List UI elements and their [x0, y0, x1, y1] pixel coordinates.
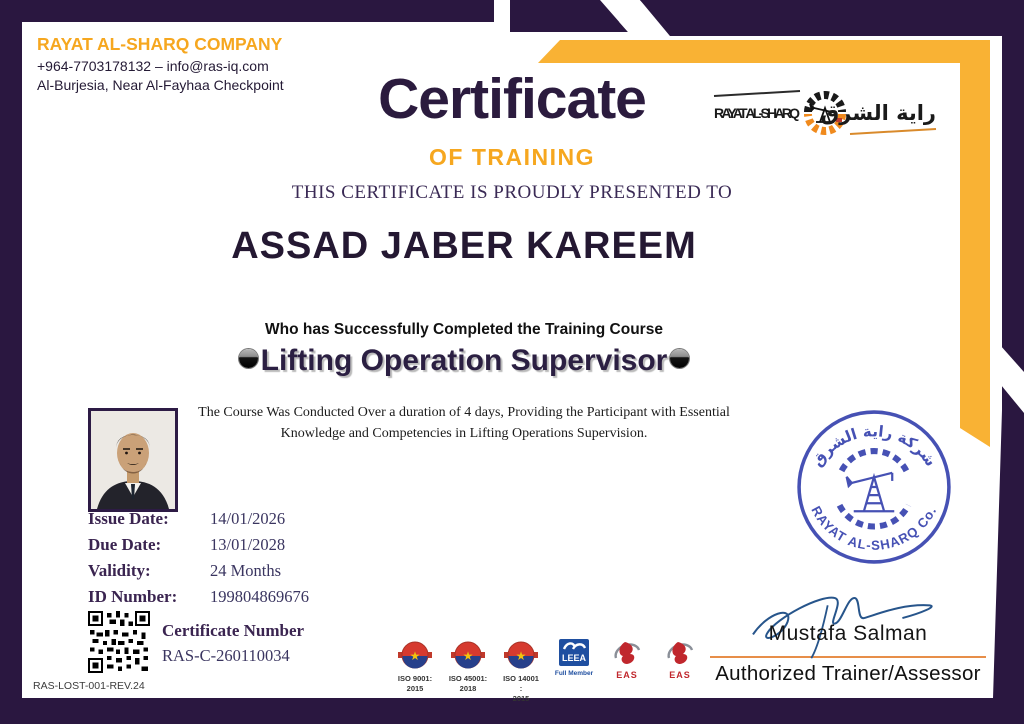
eas-icon [665, 639, 695, 669]
headache-ball-icon-left [239, 349, 258, 368]
certificate-subtitle: OF TRAINING [429, 144, 595, 170]
logo-name-ar: راية الشرق [820, 101, 936, 125]
due-date-label: Due Date: [88, 535, 162, 554]
issue-date-value: 14/01/2026 [210, 509, 286, 528]
stamp-arabic-text: شركة راية الشرق [808, 422, 940, 470]
company-stamp [793, 406, 955, 568]
signature-block [710, 578, 986, 686]
iso-9001-line2: 2015 [406, 684, 424, 694]
company-name: RAYAT AL-SHARQ COMPANY [37, 34, 283, 54]
participant-photo [88, 408, 178, 512]
certificate-title: Certificate [378, 67, 646, 131]
logo-rule-bottom [850, 129, 936, 134]
iso-badge-icon [398, 639, 432, 673]
validity-value: 24 Months [210, 561, 282, 580]
company-stamp-graphic [793, 406, 955, 568]
certificate-number-value: RAS-C-260110034 [162, 645, 290, 665]
company-contact: +964-7703178132 – info@ras-iq.com [37, 57, 269, 74]
right-border-white-slash [1000, 345, 1024, 413]
iso-badge-icon [451, 639, 485, 673]
company-header [37, 33, 284, 94]
iso-14001-badge [501, 639, 541, 704]
issue-date-label: Issue Date: [88, 509, 169, 528]
signature-scribble [730, 578, 960, 660]
svg-text:★: ★ [409, 649, 421, 663]
course-description-line2: Knowledge and Competencies in Lifting Operations Supervision. [280, 426, 648, 441]
eas-badge-1 [607, 639, 647, 680]
card-content [22, 22, 1002, 704]
certificate-details [88, 506, 309, 610]
recipient-name: ASSAD JABER KAREEM [231, 225, 697, 267]
iso-45001-line1: ISO 45001: [448, 674, 488, 683]
leea-badge [554, 639, 594, 677]
detail-row-id-number [88, 584, 309, 610]
iso-9001-line1: ISO 9001: [397, 674, 433, 683]
iso-14001-line1: ISO 14001 : [503, 674, 539, 694]
eas-label-2: EAS [669, 670, 691, 680]
certificate-number-block [162, 619, 304, 668]
leea-label: LEEA [561, 653, 587, 663]
eas-badge-2 [660, 639, 700, 680]
certificate-number-label: Certificate Number [162, 621, 305, 640]
validity-label: Validity: [88, 561, 151, 580]
leea-icon [557, 639, 591, 669]
course-intro: Who has Successfully Completed the Training Course [265, 321, 663, 338]
qr-code-graphic [88, 611, 150, 673]
iso-badge-icon [504, 639, 538, 673]
stamp-gear-icon [840, 451, 909, 526]
id-number-value: 199804869676 [210, 587, 309, 606]
document-code: RAS-LOST-001-REV.24 [33, 680, 145, 692]
signer-name: Mustafa Salman [768, 622, 928, 645]
headache-ball-icon-right [670, 349, 689, 368]
due-date-value: 13/01/2028 [210, 535, 286, 554]
eas-icon [612, 639, 642, 669]
iso-45001-line2: 2018 [459, 684, 477, 694]
detail-row-due-date [88, 532, 309, 558]
iso-14001-line2: 2015 [512, 694, 530, 704]
stamp-english-text: RAYAT AL-SHARQ Co. [808, 503, 940, 553]
logo-name-en: RAYAT AL-SHARQ [714, 105, 800, 121]
iso-9001-badge [395, 639, 435, 694]
detail-row-issue-date [88, 506, 309, 532]
logo-rule-top [714, 91, 800, 96]
iso-45001-badge [448, 639, 488, 694]
stamp-pumpjack-icon [847, 473, 895, 511]
svg-text:★: ★ [462, 649, 474, 663]
svg-text:★: ★ [515, 649, 527, 663]
company-logo [712, 72, 938, 154]
course-name: Lifting Operation Supervisor [260, 344, 668, 377]
detail-row-validity [88, 558, 309, 584]
accreditation-badges [395, 639, 700, 704]
course-description-line1: The Course Was Conducted Over a duration of 4 days, Providing the Participant with Essential [198, 405, 730, 420]
course-name-line [22, 344, 906, 378]
leea-sub-label: Full Member [554, 670, 594, 677]
signer-role: Authorized Trainer/Assessor [715, 662, 981, 685]
company-logo-graphic [712, 72, 938, 154]
portrait-graphic [91, 411, 175, 509]
id-number-label: ID Number: [88, 587, 178, 606]
company-address: Al-Burjesia, Near Al-Fayhaa Checkpoint [37, 76, 284, 93]
presented-line: THIS CERTIFICATE IS PROUDLY PRESENTED TO [291, 182, 733, 203]
qr-code [88, 611, 150, 673]
eas-label-1: EAS [616, 670, 638, 680]
